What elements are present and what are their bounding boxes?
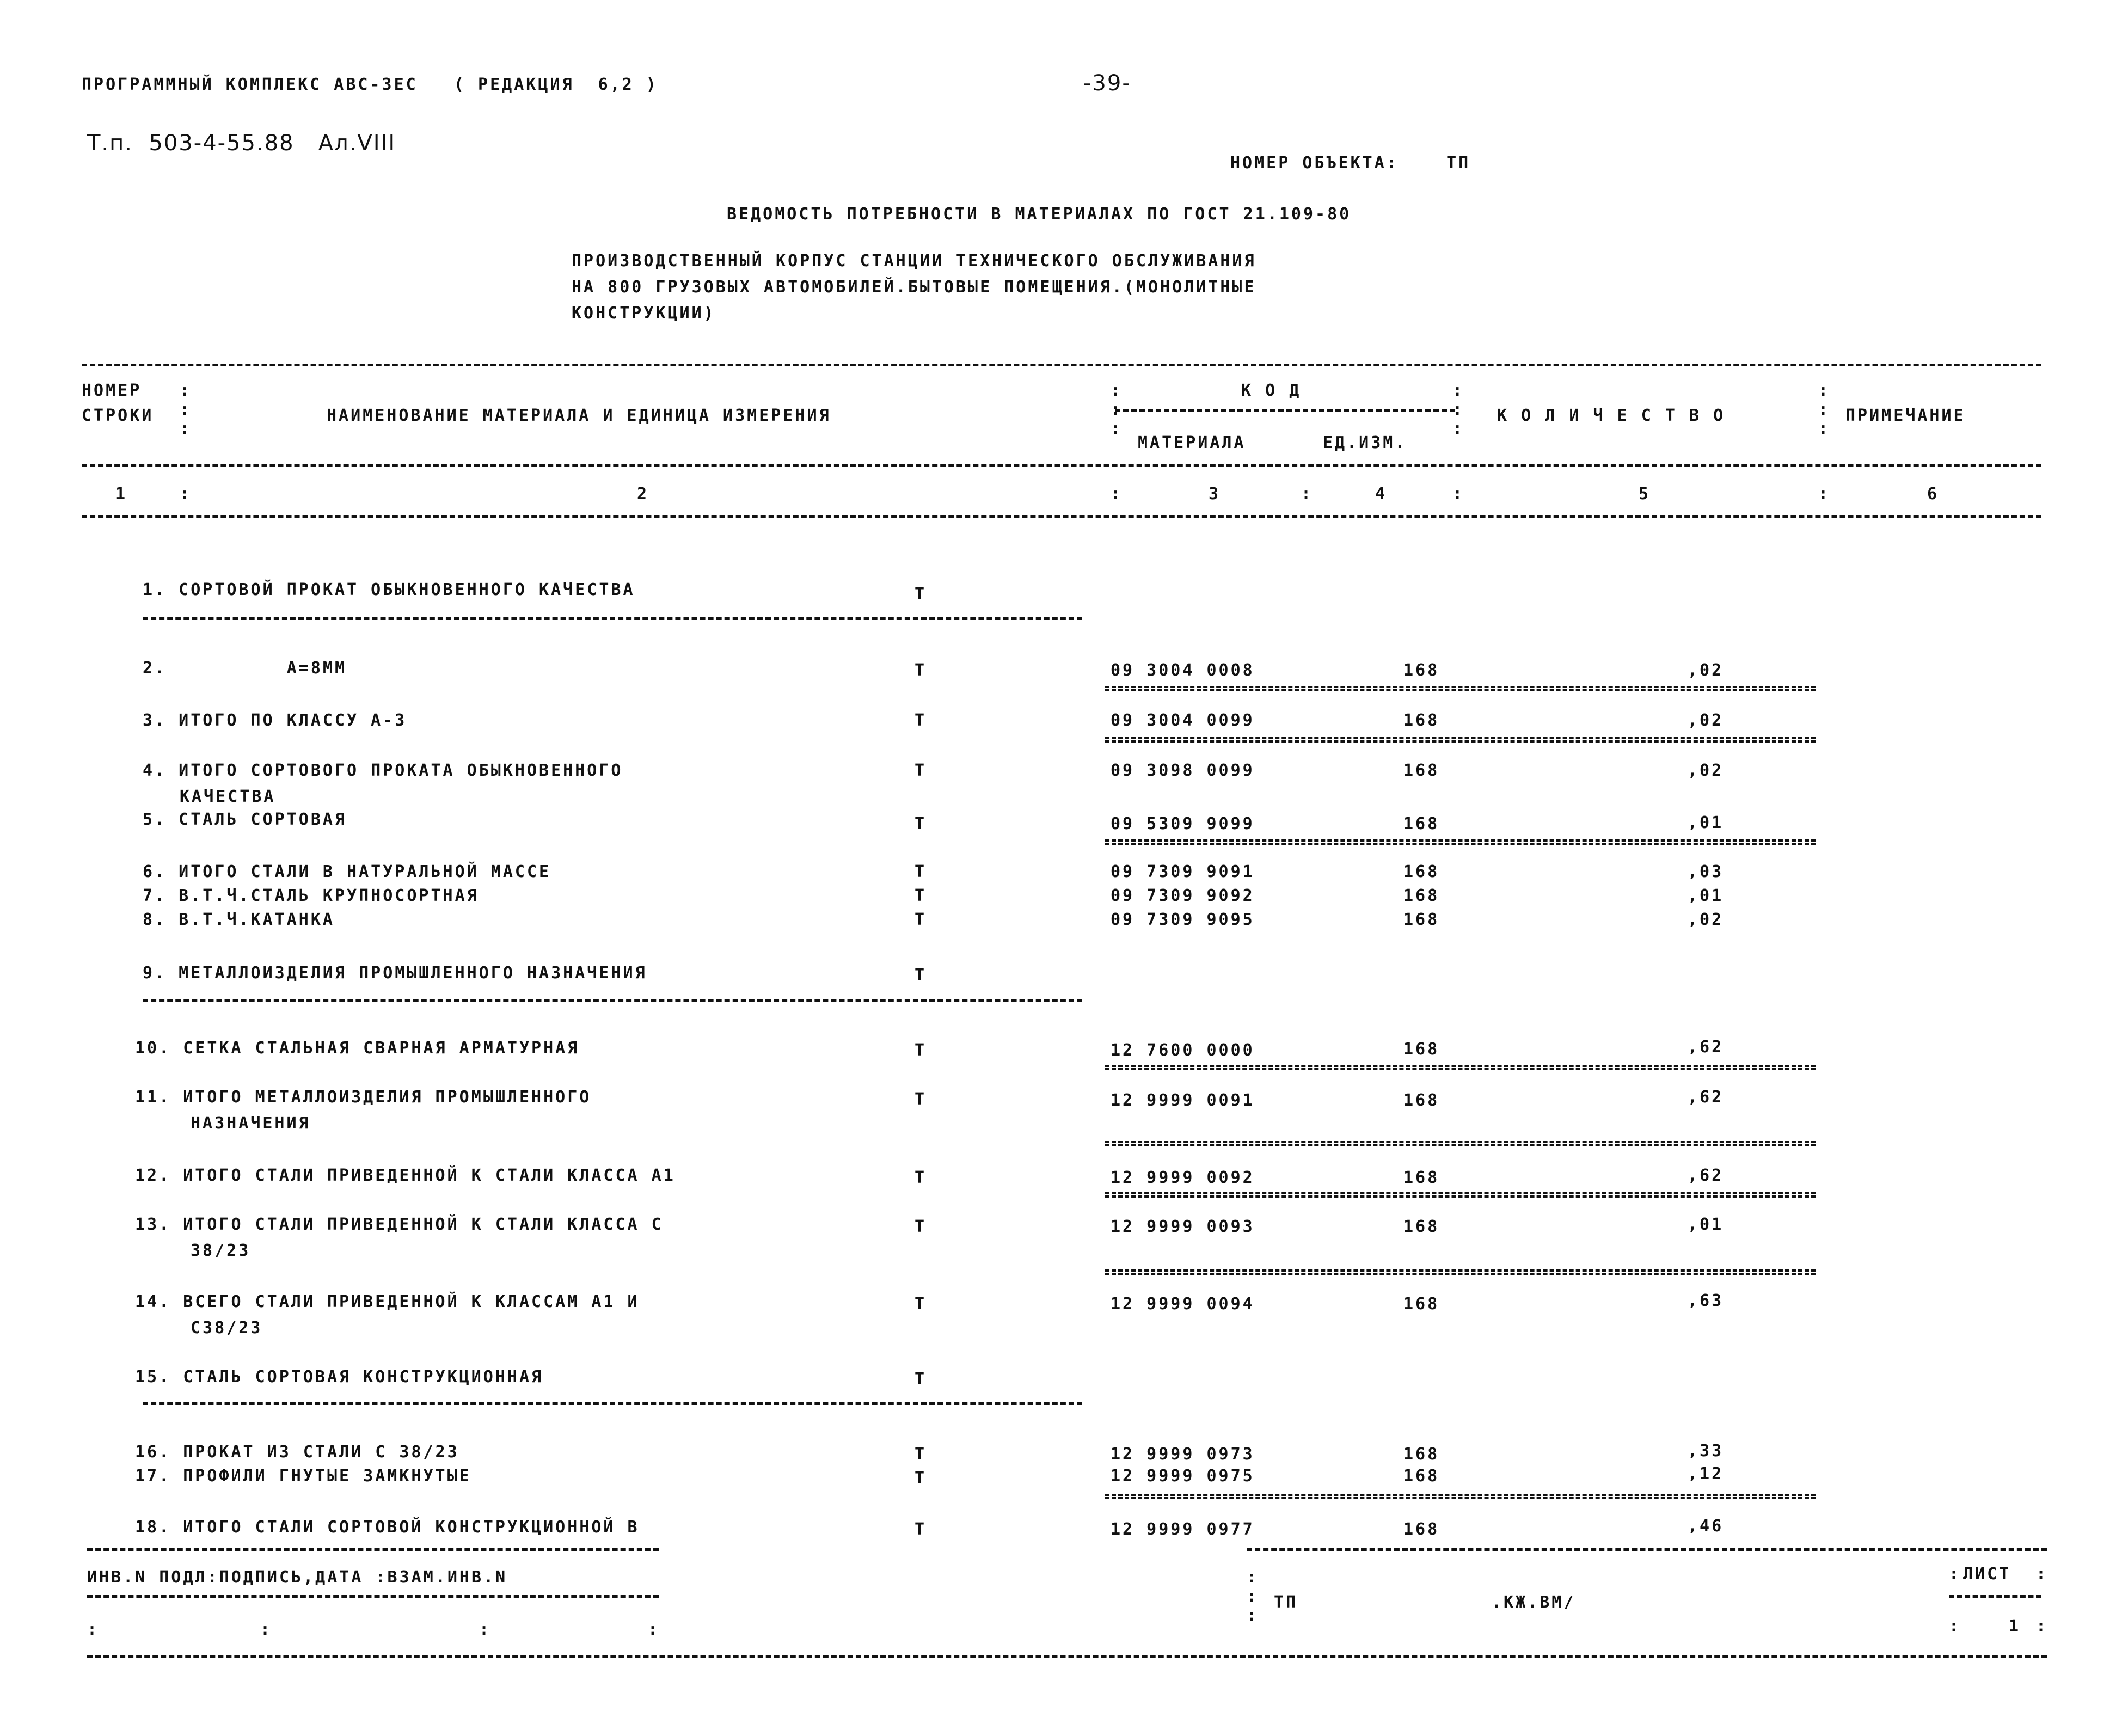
stamp-top-rule: [87, 1548, 659, 1551]
row-4-qty: ,02: [1688, 761, 1724, 780]
page-number: -39-: [1083, 71, 1131, 96]
separator: :: [648, 1620, 658, 1639]
sheet-number: 1: [2009, 1617, 2021, 1636]
separator: : : :: [1111, 381, 1121, 438]
col-material-label: МАТЕРИАЛА: [1138, 433, 1246, 452]
row-6-qty: ,03: [1688, 862, 1724, 881]
row-4-name: 4. ИТОГО СОРТОВОГО ПРОКАТА ОБЫКНОВЕННОГО: [143, 761, 623, 780]
row-1-unit: Т: [915, 585, 927, 604]
row-8-qty: ,02: [1688, 910, 1724, 929]
col-rownum-label-1: НОМЕР: [82, 381, 142, 400]
row-3-name: 3. ИТОГО ПО КЛАССУ А-3: [143, 711, 407, 730]
row-2-ed: 168: [1403, 661, 1440, 680]
total-double-rule: [1105, 1141, 1816, 1146]
section-underline: [143, 999, 1082, 1002]
row-12-code: 12 9999 0092: [1111, 1168, 1255, 1187]
row-7-code: 09 7309 9092: [1111, 886, 1255, 905]
sheet-rule: [1949, 1595, 2041, 1598]
row-10-name: 10. СЕТКА СТАЛЬНАЯ СВАРНАЯ АРМАТУРНАЯ: [135, 1039, 580, 1058]
header-mid-rule: [82, 464, 2041, 467]
row-5-code: 09 5309 9099: [1111, 814, 1255, 833]
row-1-name: 1. СОРТОВОЙ ПРОКАТ ОБЫКНОВЕННОГО КАЧЕСТВА: [143, 580, 635, 599]
row-18-qty: ,46: [1688, 1517, 1724, 1536]
row-15-name: 15. СТАЛЬ СОРТОВАЯ КОНСТРУКЦИОННАЯ: [135, 1367, 544, 1387]
row-11-ed: 168: [1403, 1091, 1440, 1110]
row-2-name: 2. А=8ММ: [143, 659, 347, 678]
row-2-code: 09 3004 0008: [1111, 661, 1255, 680]
separator: :: [180, 484, 190, 504]
stamp-mid-rule: [87, 1595, 659, 1598]
col-number-2: 2: [637, 484, 649, 504]
program-name: ПРОГРАММНЫЙ КОМПЛЕКС АВС-ЗЕС ( РЕДАКЦИЯ 6,2 ): [82, 75, 658, 94]
row-12-unit: Т: [915, 1168, 927, 1187]
row-8-name: 8. В.Т.Ч.КАТАНКА: [143, 910, 335, 929]
row-11-qty: ,62: [1688, 1088, 1724, 1107]
project-code: Т.п. 503-4-55.88 Ал.VIII: [87, 131, 396, 156]
row-11-name-cont: НАЗНАЧЕНИЯ: [191, 1114, 311, 1133]
col-name-label: НАИМЕНОВАНИЕ МАТЕРИАЛА И ЕДИНИЦА ИЗМЕРЕНИЯ: [327, 406, 831, 425]
total-double-rule: [1105, 737, 1816, 743]
row-5-name: 5. СТАЛЬ СОРТОВАЯ: [143, 810, 347, 829]
row-16-ed: 168: [1403, 1445, 1440, 1464]
separator: :: [2036, 1617, 2046, 1636]
row-17-ed: 168: [1403, 1467, 1440, 1486]
row-14-ed: 168: [1403, 1295, 1440, 1314]
row-6-ed: 168: [1403, 862, 1440, 881]
row-5-ed: 168: [1403, 814, 1440, 833]
row-14-qty: ,63: [1688, 1291, 1724, 1310]
row-5-unit: Т: [915, 814, 927, 833]
col-number-3: 3: [1209, 484, 1221, 504]
row-18-code: 12 9999 0977: [1111, 1520, 1255, 1539]
row-12-name: 12. ИТОГО СТАЛИ ПРИВЕДЕННОЙ К СТАЛИ КЛАССА А1: [135, 1166, 676, 1185]
row-8-ed: 168: [1403, 910, 1440, 929]
row-6-code: 09 7309 9091: [1111, 862, 1255, 881]
row-4-name-cont: КАЧЕСТВА: [180, 787, 276, 806]
row-17-qty: ,12: [1688, 1464, 1724, 1483]
separator: :: [1452, 484, 1463, 504]
row-14-name: 14. ВСЕГО СТАЛИ ПРИВЕДЕННОЙ К КЛАССАМ А1 И: [135, 1292, 640, 1311]
title-block-top-rule: [1247, 1548, 2047, 1551]
row-18-ed: 168: [1403, 1520, 1440, 1539]
row-15-unit: Т: [915, 1370, 927, 1389]
row-13-unit: Т: [915, 1217, 927, 1236]
total-double-rule: [1105, 1494, 1816, 1499]
separator: :: [1949, 1617, 1959, 1636]
col-number-4: 4: [1375, 484, 1388, 504]
row-7-ed: 168: [1403, 886, 1440, 905]
row-7-name: 7. В.Т.Ч.СТАЛЬ КРУПНОСОРТНАЯ: [143, 886, 479, 905]
row-13-code: 12 9999 0093: [1111, 1217, 1255, 1236]
row-17-code: 12 9999 0975: [1111, 1467, 1255, 1486]
total-double-rule: [1105, 686, 1816, 691]
row-6-unit: Т: [915, 862, 927, 881]
subtitle-line-3: КОНСТРУКЦИИ): [572, 304, 716, 323]
row-7-qty: ,01: [1688, 886, 1724, 905]
row-4-ed: 168: [1403, 761, 1440, 780]
total-double-rule: [1105, 1192, 1816, 1198]
sheet-label: ЛИСТ: [1963, 1565, 2011, 1584]
row-11-code: 12 9999 0091: [1111, 1091, 1255, 1110]
row-11-name: 11. ИТОГО МЕТАЛЛОИЗДЕЛИЯ ПРОМЫШЛЕННОГО: [135, 1088, 592, 1107]
code-sub-rule: [1115, 409, 1455, 412]
row-4-code: 09 3098 0099: [1111, 761, 1255, 780]
separator: :: [479, 1620, 489, 1639]
row-10-qty: ,62: [1688, 1038, 1724, 1057]
col-code-label: К О Д: [1241, 381, 1302, 400]
separator: :: [2036, 1565, 2046, 1584]
total-double-rule: [1105, 1065, 1816, 1070]
row-11-unit: Т: [915, 1090, 927, 1109]
row-18-name: 18. ИТОГО СТАЛИ СОРТОВОЙ КОНСТРУКЦИОННОЙ В: [135, 1518, 640, 1537]
row-16-code: 12 9999 0973: [1111, 1445, 1255, 1464]
col-quantity-label: К О Л И Ч Е С Т В О: [1497, 406, 1726, 425]
object-number: НОМЕР ОБЪЕКТА: ТП: [1230, 154, 1471, 173]
row-4-unit: Т: [915, 761, 927, 780]
title-block-tp: ТП: [1274, 1593, 1298, 1612]
row-10-code: 12 7600 0000: [1111, 1041, 1255, 1060]
stamp-header: ИНВ.N ПОДЛ:ПОДПИСЬ,ДАТА :ВЗАМ.ИНВ.N: [87, 1568, 508, 1587]
header-bottom-rule: [82, 515, 2041, 518]
total-double-rule: [1105, 839, 1816, 845]
row-14-code: 12 9999 0094: [1111, 1295, 1255, 1314]
document-title: ВЕДОМОСТЬ ПОТРЕБНОСТИ В МАТЕРИАЛАХ ПО ГОСТ 21.109-80: [727, 205, 1352, 224]
row-16-unit: Т: [915, 1445, 927, 1464]
separator: :: [1949, 1565, 1959, 1584]
section-underline: [143, 1402, 1082, 1405]
row-14-name-cont: С38/23: [191, 1318, 263, 1338]
separator: :: [87, 1620, 97, 1639]
row-8-code: 09 7309 9095: [1111, 910, 1255, 929]
col-number-6: 6: [1927, 484, 1940, 504]
row-10-ed: 168: [1403, 1040, 1440, 1059]
col-note-label: ПРИМЕЧАНИЕ: [1845, 406, 1966, 425]
row-13-qty: ,01: [1688, 1215, 1724, 1234]
row-13-name: 13. ИТОГО СТАЛИ ПРИВЕДЕННОЙ К СТАЛИ КЛАССА С: [135, 1215, 664, 1234]
row-8-unit: Т: [915, 910, 927, 929]
row-14-unit: Т: [915, 1295, 927, 1314]
row-3-ed: 168: [1403, 711, 1440, 730]
row-6-name: 6. ИТОГО СТАЛИ В НАТУРАЛЬНОЙ МАССЕ: [143, 862, 551, 881]
row-3-code: 09 3004 0099: [1111, 711, 1255, 730]
row-3-qty: ,02: [1688, 711, 1724, 730]
row-13-name-cont: 38/23: [191, 1241, 251, 1260]
section-underline: [143, 617, 1082, 620]
row-2-unit: Т: [915, 661, 927, 680]
row-3-unit: Т: [915, 711, 927, 730]
col-number-5: 5: [1639, 484, 1651, 504]
separator: :: [1111, 484, 1121, 504]
row-9-name: 9. МЕТАЛЛОИЗДЕЛИЯ ПРОМЫШЛЕННОГО НАЗНАЧЕНИЯ: [143, 964, 647, 983]
row-10-unit: Т: [915, 1041, 927, 1060]
subtitle-line-2: НА 800 ГРУЗОВЫХ АВТОМОБИЛЕЙ.БЫТОВЫЕ ПОМЕЩЕНИЯ.(МОНОЛИТНЫЕ: [572, 278, 1256, 297]
col-number-1: 1: [115, 484, 128, 504]
separator: :: [1818, 484, 1829, 504]
row-9-unit: Т: [915, 966, 927, 985]
row-2-qty: ,02: [1688, 661, 1724, 680]
separator: : : :: [1818, 381, 1829, 438]
row-12-ed: 168: [1403, 1168, 1440, 1187]
page-bottom-rule: [87, 1655, 2047, 1658]
separator: :: [1301, 484, 1311, 504]
subtitle-line-1: ПРОИЗВОДСТВЕННЫЙ КОРПУС СТАНЦИИ ТЕХНИЧЕСКОГО ОБСЛУЖИВАНИЯ: [572, 251, 1256, 271]
col-rownum-label-2: СТРОКИ: [82, 406, 154, 425]
separator: :: [260, 1620, 271, 1639]
title-block-kzh: .КЖ.ВМ/: [1492, 1593, 1576, 1612]
table-top-rule: [82, 364, 2041, 366]
row-12-qty: ,62: [1688, 1166, 1724, 1185]
row-17-name: 17. ПРОФИЛИ ГНУТЫЕ ЗАМКНУТЫЕ: [135, 1467, 471, 1486]
col-unit-label: ЕД.ИЗМ.: [1323, 433, 1407, 452]
row-5-qty: ,01: [1688, 813, 1724, 832]
total-double-rule: [1105, 1269, 1816, 1275]
row-16-qty: ,33: [1688, 1441, 1724, 1461]
separator: : : :: [1247, 1568, 1257, 1625]
separator: : : :: [180, 381, 190, 438]
row-17-unit: Т: [915, 1469, 927, 1488]
separator: : : :: [1452, 381, 1463, 438]
row-18-unit: Т: [915, 1520, 927, 1539]
row-16-name: 16. ПРОКАТ ИЗ СТАЛИ С 38/23: [135, 1443, 459, 1462]
row-7-unit: Т: [915, 886, 927, 905]
row-13-ed: 168: [1403, 1217, 1440, 1236]
